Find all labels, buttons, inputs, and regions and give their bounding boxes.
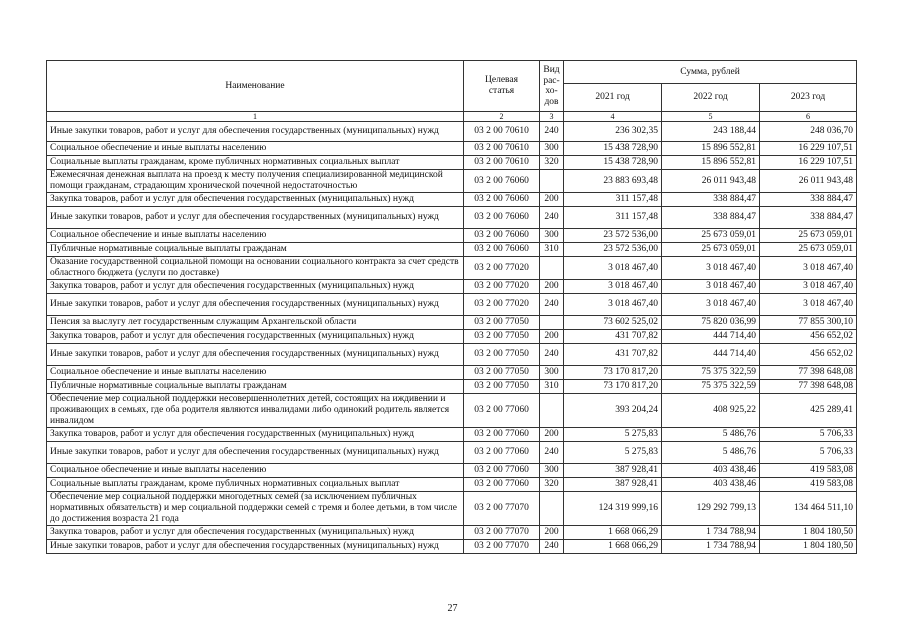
row-sum-2021: 311 157,48	[564, 193, 662, 207]
row-sum-2022: 15 896 552,81	[662, 156, 760, 170]
row-name: Закупка товаров, работ и услуг для обеспечения государственных (муниципальных) нужд	[47, 428, 464, 442]
row-expense-type: 300	[540, 229, 564, 243]
row-target-code: 03 2 00 76060	[464, 193, 540, 207]
row-sum-2022: 243 188,44	[662, 122, 760, 142]
table-row	[47, 294, 857, 316]
row-name: Иные закупки товаров, работ и услуг для обеспечения государственных (муниципальных) нужд	[47, 344, 464, 366]
row-target-code: 03 2 00 77020	[464, 294, 540, 316]
row-sum-2022: 25 673 059,01	[662, 243, 760, 257]
row-target-code: 03 2 00 77050	[464, 330, 540, 344]
row-sum-2022: 403 438,46	[662, 464, 760, 478]
row-sum-2023: 338 884,47	[760, 193, 857, 207]
header-target: Целевая статья	[464, 61, 540, 112]
row-expense-type: 300	[540, 464, 564, 478]
row-sum-2023: 425 289,41	[760, 394, 857, 428]
col-index-2: 2	[464, 112, 540, 122]
col-index-1: 1	[47, 112, 464, 122]
col-index-6: 6	[760, 112, 857, 122]
row-name: Публичные нормативные социальные выплаты гражданам	[47, 243, 464, 257]
row-sum-2023: 248 036,70	[760, 122, 857, 142]
row-sum-2021: 73 170 817,20	[564, 366, 662, 380]
row-target-code: 03 2 00 70610	[464, 122, 540, 142]
row-sum-2022: 75 820 036,99	[662, 316, 760, 330]
row-expense-type: 240	[540, 294, 564, 316]
row-sum-2021: 311 157,48	[564, 207, 662, 229]
table-row	[47, 330, 857, 344]
row-name: Обеспечение мер социальной поддержки несовершеннолетних детей, состоящих на иждивении и проживающих в семьях, где оба родителя являются инвалидами либо одинокий родитель является инвалидом	[47, 394, 464, 428]
row-expense-type: 300	[540, 142, 564, 156]
row-name: Иные закупки товаров, работ и услуг для обеспечения государственных (муниципальных) нужд	[47, 442, 464, 464]
row-sum-2023: 134 464 511,10	[760, 492, 857, 526]
header-2021: 2021 год	[564, 84, 662, 112]
row-name: Закупка товаров, работ и услуг для обеспечения государственных (муниципальных) нужд	[47, 330, 464, 344]
row-sum-2023: 1 804 180,50	[760, 526, 857, 540]
row-sum-2021: 5 275,83	[564, 442, 662, 464]
row-expense-type: 240	[540, 344, 564, 366]
row-name: Социальное обеспечение и иные выплаты населению	[47, 464, 464, 478]
table-row	[47, 193, 857, 207]
row-sum-2022: 1 734 788,94	[662, 540, 760, 554]
row-sum-2023: 419 583,08	[760, 478, 857, 492]
table-row	[47, 394, 857, 428]
table-row	[47, 366, 857, 380]
row-expense-type: 200	[540, 193, 564, 207]
row-target-code: 03 2 00 70610	[464, 142, 540, 156]
row-sum-2023: 456 652,02	[760, 344, 857, 366]
row-name: Социальное обеспечение и иные выплаты населению	[47, 229, 464, 243]
table-row	[47, 156, 857, 170]
row-sum-2021: 3 018 467,40	[564, 280, 662, 294]
row-target-code: 03 2 00 77020	[464, 280, 540, 294]
row-sum-2023: 5 706,33	[760, 428, 857, 442]
col-index-5: 5	[662, 112, 760, 122]
row-sum-2022: 75 375 322,59	[662, 366, 760, 380]
row-expense-type: 310	[540, 380, 564, 394]
table-row	[47, 207, 857, 229]
row-sum-2023: 77 398 648,08	[760, 366, 857, 380]
row-expense-type: 320	[540, 478, 564, 492]
row-sum-2021: 387 928,41	[564, 464, 662, 478]
row-sum-2021: 393 204,24	[564, 394, 662, 428]
row-sum-2023: 5 706,33	[760, 442, 857, 464]
table-row	[47, 428, 857, 442]
row-sum-2023: 1 804 180,50	[760, 540, 857, 554]
row-target-code: 03 2 00 76060	[464, 243, 540, 257]
row-target-code: 03 2 00 76060	[464, 229, 540, 243]
row-sum-2023: 77 855 300,10	[760, 316, 857, 330]
row-sum-2023: 16 229 107,51	[760, 142, 857, 156]
header-vid: Вид рас-хо-дов	[540, 61, 564, 112]
row-sum-2022: 338 884,47	[662, 193, 760, 207]
row-target-code: 03 2 00 77060	[464, 394, 540, 428]
col-index-4: 4	[564, 112, 662, 122]
row-target-code: 03 2 00 77070	[464, 492, 540, 526]
row-target-code: 03 2 00 77070	[464, 526, 540, 540]
row-sum-2021: 1 668 066,29	[564, 526, 662, 540]
row-expense-type: 200	[540, 526, 564, 540]
table-row	[47, 442, 857, 464]
table-row	[47, 344, 857, 366]
row-target-code: 03 2 00 77050	[464, 316, 540, 330]
row-target-code: 03 2 00 77050	[464, 344, 540, 366]
row-target-code: 03 2 00 77050	[464, 366, 540, 380]
row-sum-2021: 23 883 693,48	[564, 170, 662, 193]
row-sum-2023: 456 652,02	[760, 330, 857, 344]
row-sum-2022: 129 292 799,13	[662, 492, 760, 526]
row-expense-type: 310	[540, 243, 564, 257]
row-name: Закупка товаров, работ и услуг для обеспечения государственных (муниципальных) нужд	[47, 193, 464, 207]
row-name: Обеспечение мер социальной поддержки многодетных семей (за исключением публичных нормативных обязательств) и мер социальной поддержки семей с тремя и более детьми, в том числе до достижения возраста 21 года	[47, 492, 464, 526]
row-sum-2022: 3 018 467,40	[662, 280, 760, 294]
row-expense-type: 300	[540, 366, 564, 380]
row-sum-2022: 15 896 552,81	[662, 142, 760, 156]
row-sum-2021: 3 018 467,40	[564, 294, 662, 316]
row-sum-2022: 5 486,76	[662, 428, 760, 442]
column-index-row	[47, 112, 857, 122]
row-sum-2021: 124 319 999,16	[564, 492, 662, 526]
row-expense-type	[540, 257, 564, 280]
row-sum-2022: 25 673 059,01	[662, 229, 760, 243]
row-sum-2021: 1 668 066,29	[564, 540, 662, 554]
row-sum-2022: 408 925,22	[662, 394, 760, 428]
row-sum-2021: 73 170 817,20	[564, 380, 662, 394]
row-expense-type: 320	[540, 156, 564, 170]
row-sum-2022: 338 884,47	[662, 207, 760, 229]
row-expense-type: 240	[540, 207, 564, 229]
row-expense-type: 240	[540, 122, 564, 142]
row-name: Социальные выплаты гражданам, кроме публичных нормативных социальных выплат	[47, 478, 464, 492]
row-name: Пенсия за выслугу лет государственным служащим Архангельской области	[47, 316, 464, 330]
row-expense-type: 200	[540, 330, 564, 344]
row-sum-2023: 16 229 107,51	[760, 156, 857, 170]
table-row	[47, 478, 857, 492]
row-sum-2022: 444 714,40	[662, 330, 760, 344]
row-sum-2021: 5 275,83	[564, 428, 662, 442]
row-target-code: 03 2 00 77060	[464, 478, 540, 492]
row-name: Иные закупки товаров, работ и услуг для обеспечения государственных (муниципальных) нужд	[47, 122, 464, 142]
row-sum-2021: 387 928,41	[564, 478, 662, 492]
row-sum-2023: 25 673 059,01	[760, 229, 857, 243]
header-row	[47, 61, 857, 84]
row-sum-2021: 23 572 536,00	[564, 243, 662, 257]
row-expense-type	[540, 492, 564, 526]
table-row	[47, 280, 857, 294]
row-target-code: 03 2 00 77060	[464, 464, 540, 478]
row-sum-2022: 5 486,76	[662, 442, 760, 464]
row-expense-type: 200	[540, 428, 564, 442]
row-sum-2021: 3 018 467,40	[564, 257, 662, 280]
row-name: Закупка товаров, работ и услуг для обеспечения государственных (муниципальных) нужд	[47, 526, 464, 540]
table-row	[47, 540, 857, 554]
row-expense-type: 240	[540, 442, 564, 464]
row-target-code: 03 2 00 77060	[464, 428, 540, 442]
table-row	[47, 492, 857, 526]
budget-table	[46, 60, 857, 554]
row-sum-2023: 3 018 467,40	[760, 257, 857, 280]
row-name: Социальное обеспечение и иные выплаты населению	[47, 142, 464, 156]
row-sum-2023: 77 398 648,08	[760, 380, 857, 394]
table-row	[47, 526, 857, 540]
row-name: Иные закупки товаров, работ и услуг для обеспечения государственных (муниципальных) нужд	[47, 294, 464, 316]
table-row	[47, 142, 857, 156]
row-sum-2022: 75 375 322,59	[662, 380, 760, 394]
table-row	[47, 229, 857, 243]
row-target-code: 03 2 00 77070	[464, 540, 540, 554]
row-sum-2022: 1 734 788,94	[662, 526, 760, 540]
row-sum-2023: 3 018 467,40	[760, 280, 857, 294]
table-row	[47, 257, 857, 280]
row-sum-2022: 3 018 467,40	[662, 257, 760, 280]
row-target-code: 03 2 00 76060	[464, 170, 540, 193]
row-expense-type: 200	[540, 280, 564, 294]
row-target-code: 03 2 00 77020	[464, 257, 540, 280]
row-sum-2023: 419 583,08	[760, 464, 857, 478]
row-sum-2021: 431 707,82	[564, 330, 662, 344]
row-sum-2023: 26 011 943,48	[760, 170, 857, 193]
table-row	[47, 380, 857, 394]
row-target-code: 03 2 00 76060	[464, 207, 540, 229]
row-expense-type	[540, 316, 564, 330]
row-sum-2022: 3 018 467,40	[662, 294, 760, 316]
row-target-code: 03 2 00 70610	[464, 156, 540, 170]
header-2023: 2023 год	[760, 84, 857, 112]
table-row	[47, 316, 857, 330]
row-sum-2021: 15 438 728,90	[564, 142, 662, 156]
row-sum-2023: 338 884,47	[760, 207, 857, 229]
table-row	[47, 464, 857, 478]
row-name: Социальные выплаты гражданам, кроме публичных нормативных социальных выплат	[47, 156, 464, 170]
row-sum-2022: 444 714,40	[662, 344, 760, 366]
row-name: Иные закупки товаров, работ и услуг для обеспечения государственных (муниципальных) нужд	[47, 540, 464, 554]
page-number: 27	[447, 603, 458, 614]
row-sum-2023: 3 018 467,40	[760, 294, 857, 316]
row-sum-2021: 431 707,82	[564, 344, 662, 366]
row-sum-2022: 26 011 943,48	[662, 170, 760, 193]
row-sum-2022: 403 438,46	[662, 478, 760, 492]
row-expense-type: 240	[540, 540, 564, 554]
col-index-3: 3	[540, 112, 564, 122]
header-2022: 2022 год	[662, 84, 760, 112]
table-row	[47, 170, 857, 193]
header-sum: Сумма, рублей	[564, 61, 857, 84]
row-target-code: 03 2 00 77060	[464, 442, 540, 464]
row-sum-2021: 15 438 728,90	[564, 156, 662, 170]
row-sum-2023: 25 673 059,01	[760, 243, 857, 257]
header-name: Наименование	[47, 61, 464, 112]
row-target-code: 03 2 00 77050	[464, 380, 540, 394]
row-name: Закупка товаров, работ и услуг для обеспечения государственных (муниципальных) нужд	[47, 280, 464, 294]
row-name: Публичные нормативные социальные выплаты гражданам	[47, 380, 464, 394]
table-row	[47, 243, 857, 257]
row-sum-2021: 73 602 525,02	[564, 316, 662, 330]
table-row	[47, 122, 857, 142]
row-sum-2021: 23 572 536,00	[564, 229, 662, 243]
row-expense-type	[540, 394, 564, 428]
row-name: Социальное обеспечение и иные выплаты населению	[47, 366, 464, 380]
row-expense-type	[540, 170, 564, 193]
row-name: Оказание государственной социальной помощи на основании социального контракта за счет средств областного бюджета (услуги по доставке)	[47, 257, 464, 280]
row-sum-2021: 236 302,35	[564, 122, 662, 142]
row-name: Иные закупки товаров, работ и услуг для обеспечения государственных (муниципальных) нужд	[47, 207, 464, 229]
row-name: Ежемесячная денежная выплата на проезд к месту получения специализированной медицинской помощи гражданам, страдающим хронической почечной недостаточностью	[47, 170, 464, 193]
